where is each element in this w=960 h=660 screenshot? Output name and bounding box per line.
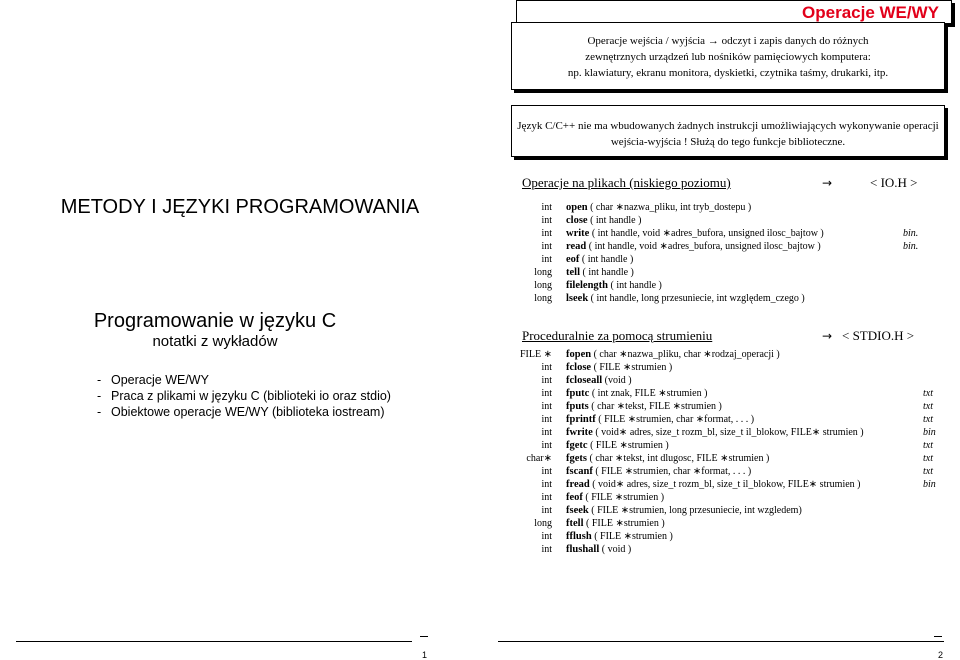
function-args: ( int handle ) [587, 215, 642, 226]
function-name: lseek [566, 293, 589, 304]
section1-title: Operacje na plikach (niskiego poziomu) [522, 175, 731, 190]
return-type: FILE ∗ [520, 349, 552, 360]
function-name: filelength [566, 280, 608, 291]
function-args: (void ) [602, 375, 632, 386]
function-args: ( FILE ∗strumien ) [591, 362, 673, 373]
function-signature [566, 453, 769, 464]
function-name: write [566, 228, 590, 239]
intro-line: zewnętrznych urządzeń lub nośników pamięciowych komputera: [585, 51, 871, 63]
function-args: ( FILE ∗strumien, char ∗format, . . . ) [595, 414, 755, 425]
function-signature [566, 349, 780, 360]
list-item [97, 388, 391, 404]
return-type: int [541, 531, 552, 542]
function-signature [566, 479, 861, 490]
function-name: eof [566, 254, 580, 265]
return-type: int [541, 401, 552, 412]
function-signature [566, 215, 641, 226]
function-name: open [566, 202, 588, 213]
function-row [510, 202, 950, 215]
footer-tick [934, 636, 942, 637]
function-name: flushall [566, 544, 600, 555]
function-args: ( FILE ∗strumien ) [583, 518, 665, 529]
return-type: int [541, 479, 552, 490]
lecture-notes-label: notatki z wykładów [152, 333, 278, 350]
right-arrow-icon: → [822, 176, 833, 190]
mode-label: bin [923, 479, 936, 490]
note-line: wejścia-wyjścia ! Służą do tego funkcje biblioteczne. [610, 136, 846, 148]
function-name: fseek [566, 505, 589, 516]
list-item-text: Obiektowe operacje WE/WY (biblioteka iostream) [111, 405, 385, 419]
return-type: int [541, 375, 552, 386]
function-name: fscanf [566, 466, 593, 477]
section2-header-file: < STDIO.H > [842, 328, 915, 343]
list-item [97, 404, 391, 420]
function-signature [566, 241, 821, 252]
function-row [510, 479, 950, 492]
function-args: ( int handle ) [580, 267, 634, 278]
return-type: long [534, 518, 552, 529]
function-signature [566, 518, 665, 529]
function-row [510, 531, 950, 544]
footer-divider [498, 641, 944, 642]
return-type: int [541, 215, 552, 226]
return-type: int [541, 414, 552, 425]
function-row [510, 427, 950, 440]
function-row [510, 492, 950, 505]
page-number-left: 1 [422, 650, 428, 660]
return-type: int [541, 466, 552, 477]
function-row [510, 401, 950, 414]
function-args: ( FILE ∗strumien ) [582, 492, 665, 503]
function-args: ( char ∗tekst, int dlugosc, FILE ∗strumien ) [587, 453, 770, 464]
function-args: ( int handle, void ∗adres_bufora, unsigned ilosc_bajtow ) [586, 241, 821, 252]
function-name: close [566, 215, 588, 226]
mode-label: txt [923, 414, 933, 425]
page-header-title: Operacje WE/WY [802, 3, 939, 22]
return-type: long [534, 293, 552, 304]
section1-function-table [510, 202, 950, 306]
function-signature [566, 440, 669, 451]
return-type: int [541, 440, 552, 451]
function-signature [566, 427, 864, 438]
function-args: ( int handle ) [608, 280, 662, 291]
function-name: fclose [566, 362, 592, 373]
function-name: fcloseall [566, 375, 603, 386]
function-signature [566, 388, 707, 399]
function-signature [566, 531, 673, 542]
function-args: ( FILE ∗strumien ) [591, 531, 673, 542]
list-item-text: Operacje WE/WY [111, 373, 209, 387]
list-dash: - [97, 405, 102, 419]
function-args: ( FILE ∗strumien, long przesuniecie, int wzgledem) [588, 505, 802, 516]
note-line: Język C/C++ nie ma wbudowanych żadnych instrukcji umożliwiających wykonywanie operacji [517, 120, 939, 132]
function-signature [566, 267, 634, 278]
function-row [510, 505, 950, 518]
function-args: ( void∗ adres, size_t rozm_bl, size_t il_blokow, FILE∗ strumien ) [589, 479, 861, 490]
function-name: fwrite [566, 427, 593, 438]
function-row [510, 440, 950, 453]
function-row [510, 215, 950, 228]
function-args: ( int znak, FILE ∗strumien ) [589, 388, 708, 399]
function-name: read [566, 241, 587, 252]
function-args: ( char ∗nazwa_pliku, char ∗rodzaj_operacji ) [591, 349, 780, 360]
footer-divider [16, 641, 412, 642]
mode-label: txt [923, 453, 933, 464]
function-signature [566, 202, 751, 213]
mode-label: txt [923, 401, 933, 412]
function-args: ( void ) [599, 544, 632, 555]
function-row [510, 254, 950, 267]
mode-label: bin. [903, 228, 919, 239]
function-args: ( void∗ adres, size_t rozm_bl, size_t il_blokow, FILE∗ strumien ) [592, 427, 864, 438]
return-type: int [541, 202, 552, 213]
function-row [510, 466, 950, 479]
return-type: long [534, 280, 552, 291]
function-row [510, 349, 950, 362]
function-signature [566, 254, 633, 265]
function-name: fputs [566, 401, 589, 412]
function-signature [566, 362, 672, 373]
lecture-subtitle: Programowanie w języku C [93, 310, 337, 332]
function-signature [566, 544, 631, 555]
function-signature [566, 505, 802, 516]
return-type: int [541, 388, 552, 399]
page-number-right: 2 [938, 650, 944, 660]
function-args: ( int handle ) [579, 254, 634, 265]
function-row [510, 414, 950, 427]
function-signature [566, 401, 722, 412]
function-row [510, 228, 950, 241]
mode-label: txt [923, 440, 933, 451]
page-header [516, 0, 952, 24]
course-title: METODY I JĘZYKI PROGRAMOWANIA [60, 196, 420, 218]
right-arrow-icon: → [822, 329, 833, 343]
return-type: int [541, 427, 552, 438]
function-name: fgetc [566, 440, 588, 451]
return-type: int [541, 254, 552, 265]
section2-function-table [510, 349, 950, 557]
note-box [511, 105, 945, 157]
function-row [510, 362, 950, 375]
list-dash: - [97, 373, 102, 387]
function-signature [566, 492, 664, 503]
function-name: fgets [566, 453, 587, 464]
function-args: ( FILE ∗strumien, char ∗format, . . . ) [592, 466, 752, 477]
function-row [510, 375, 950, 388]
topics-list [97, 372, 391, 420]
mode-label: txt [923, 466, 933, 477]
function-row [510, 388, 950, 401]
return-type: int [541, 544, 552, 555]
list-item [97, 372, 391, 388]
mode-label: txt [923, 388, 933, 399]
section1-header-file: < IO.H > [870, 175, 918, 190]
intro-line: np. klawiatury, ekranu monitora, dyskietki, czytnika taśmy, drukarki, itp. [567, 67, 889, 79]
function-row [510, 293, 950, 306]
return-type: int [541, 492, 552, 503]
return-type: long [534, 267, 552, 278]
function-signature [566, 228, 824, 239]
function-args: ( int handle, long przesuniecie, int względem_czego ) [588, 293, 805, 304]
return-type: int [541, 505, 552, 516]
left-page [0, 0, 480, 658]
function-signature [566, 280, 662, 291]
function-args: ( FILE ∗strumien ) [587, 440, 669, 451]
intro-line: Operacje wejścia / wyjścia → odczyt i zapis danych do różnych [587, 35, 869, 47]
function-name: fopen [566, 349, 592, 360]
function-row [510, 280, 950, 293]
function-name: fprintf [566, 414, 596, 425]
function-row [510, 267, 950, 280]
return-type: int [541, 362, 552, 373]
function-name: tell [566, 267, 580, 278]
function-name: ftell [566, 518, 584, 529]
mode-label: bin. [903, 241, 919, 252]
return-type: char∗ [526, 453, 552, 464]
return-type: int [541, 228, 552, 239]
list-dash: - [97, 389, 102, 403]
function-signature [566, 293, 805, 304]
function-args: ( char ∗tekst, FILE ∗strumien ) [588, 401, 722, 412]
intro-box [511, 22, 945, 90]
function-signature [566, 375, 632, 386]
function-row [510, 241, 950, 254]
mode-label: bin [923, 427, 936, 438]
section2-title: Proceduralnie za pomocą strumieniu [522, 328, 713, 343]
function-args: ( char ∗nazwa_pliku, int tryb_dostepu ) [587, 202, 752, 213]
function-args: ( int handle, void ∗adres_bufora, unsigned ilosc_bajtow ) [589, 228, 824, 239]
footer-tick [420, 636, 428, 637]
function-row [510, 453, 950, 466]
function-row [510, 544, 950, 557]
function-name: fread [566, 479, 590, 490]
list-item-text: Praca z plikami w języku C (biblioteki io oraz stdio) [111, 389, 391, 403]
function-signature [566, 466, 751, 477]
function-name: feof [566, 492, 583, 503]
function-signature [566, 414, 754, 425]
function-row [510, 518, 950, 531]
function-name: fflush [566, 531, 592, 542]
return-type: int [541, 241, 552, 252]
function-name: fputc [566, 388, 590, 399]
